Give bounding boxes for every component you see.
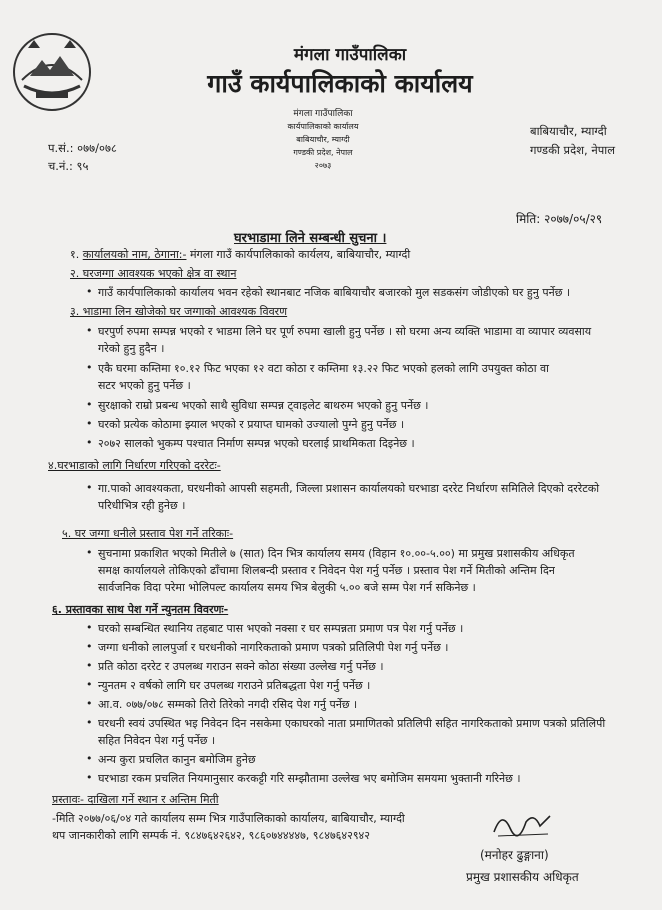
address-line-1: बाबियाचौर, म्याग्दी [530, 124, 607, 138]
section-6-item-6: • घरधनी स्वयं उपस्थित भइ निवेदन दिन नसकेमा एकाघरको नाता प्रमाणितको प्रतिलिपी सहित नागरिकताको प्रमाण पत्रको प्रतिलिपी [98, 716, 605, 731]
handwritten-signature [488, 802, 558, 842]
section-1 [70, 247, 410, 262]
section-5-heading: ५. घर जग्गा धनीले प्रस्ताव पेश गर्ने तरिकाः- [62, 527, 234, 540]
section-2-item-1: • गाउँ कार्यपालिकाको कार्यालय भवन रहेको स्थानबाट नजिक बाबियाचौर बजारको मुल सडकसंग जोडीएको घर हुनु पर्नेछ । [98, 285, 570, 300]
section-1-value: मंगला गाउँ कार्यपालिकाको कार्यलय, बाबियाचौर, म्याग्दी [189, 248, 411, 261]
section-3-item-5: • २०७२ सालको भुकम्प पश्चात निर्माण सम्पन्न भएको घरलाई प्राथमिकता दिइनेछ । [98, 436, 415, 451]
section-1-number: १. [70, 248, 80, 261]
section-6-heading: ६. प्रस्तावका साथ पेश गर्ने न्युनतम विवरणः- [52, 603, 229, 616]
reference-ps: प.सं.: ०७७/०७८ [48, 141, 117, 155]
final-deadline: -मिति २०७७/०६/०४ गते कार्यालय सम्म भित्र गाउँपालिकाको कार्यालय, बाबियाचौर, म्याग्दी [52, 812, 405, 825]
final-heading: प्रस्तावः- दाखिला गर्ने स्थान र अन्तिम मिती [52, 793, 219, 806]
stamp-line-2: कार्यपालिकाको कार्यालय [287, 122, 359, 131]
stamp-line-5: २०७३ [314, 161, 332, 170]
section-5-item-1-cont-1: समक्ष कार्यालयले तोकिएको ढाँचामा शिलबन्दी प्रस्ताव र निवेदन पेश गर्नु पर्नेछ । प्रस्ताव पेश गर्ने मितीको अन्तिम दिन [98, 564, 555, 577]
stamp-line-4: गण्डकी प्रदेश, नेपाल [293, 148, 353, 157]
section-3-heading: ३. भाडामा लिन खोजेको घर जग्गाको आवश्यक विवरण [70, 305, 288, 318]
signatory-title: प्रमुख प्रशासकीय अधिकृत [466, 870, 579, 884]
section-6-item-5: • आ.व. ०७७/०७८ सम्मको तिरो तिरेको नगदी रसिद पेश गर्नु पर्नेछ । [98, 697, 357, 712]
section-2-heading: २. घरजग्गा आवश्यक भएको क्षेत्र वा स्थान [70, 267, 237, 280]
section-3-item-1-cont: गरेको हुनु हुदैन । [98, 342, 165, 355]
section-6-item-1: • घरको सम्बन्धित स्थानिय तहबाट पास भएको नक्सा र घर सम्पन्नता प्रमाण पत्र पेश गर्नु पर्नेछ । [98, 621, 463, 636]
section-6-item-6-cont: सहित निवेदन पेश गर्नु पर्नेछ । [98, 734, 216, 747]
section-5-item-1-cont-2: सार्वजनिक विदा परेमा भोलिपल्ट कार्यालय समय भित्र बेलुकी ५.०० बजे सम्म पेश गर्न सकिनेछ । [98, 581, 476, 594]
section-6-item-2: • जग्गा धनीको लालपुर्जा र घरधनीको नागरिकताको प्रमाण पत्रको प्रतिलिपी पेश गर्नु पर्नेछ । [98, 640, 448, 655]
org-name-big: गाउँ कार्यपालिकाको कार्यालय [207, 69, 473, 98]
notice-title: घरभाडामा लिने सम्बन्धी सुचना । [234, 231, 387, 246]
government-emblem-icon [10, 30, 94, 114]
stamp-line-3: बाबियाचौर, म्याग्दी [296, 135, 350, 144]
section-1-label: कार्यालयको नाम, ठेगाना:- [82, 248, 187, 261]
section-6-item-7: • अन्य कुरा प्रचलित कानुन बमोजिम हुनेछ [98, 752, 256, 767]
signatory-name: (मनोहर ढुङ्गाना) [480, 848, 549, 862]
section-3-item-3: • सुरक्षाको राम्रो प्रबन्ध भएको साथै सुविधा सम्पन्न ट्वाइलेट बाथरुम भएको हुनु पर्नेछ । [98, 398, 428, 413]
org-name-small: मंगला गाउँपालिका [293, 45, 407, 65]
section-3-item-2: • एकै घरमा कम्तिमा १०.१२ फिट भएका १२ वटा कोठा र कम्तिमा १३.२२ फिट भएको हलको लागि उपयुक्त कोठा वा [98, 361, 549, 376]
final-contact: थप जानकारीको लागि सम्पर्क नं. ९८४७६४२६४२, ९८६०७४४४४७, ९८४७६४२९४२ [52, 829, 370, 842]
section-4-heading: ४.घरभाडाको लागि निर्धारण गरिएको दररेटः- [48, 459, 221, 472]
section-4-item-1: • गा.पाको आवश्यकता, घरधनीको आपसी सहमती, जिल्ला प्रशासन कार्यालयको घरभाडा दररेट निर्धारण समितिले दिएको दररेटको [98, 481, 599, 496]
office-stamp [268, 104, 378, 182]
notice-date: मिति: २०७७/०५/२९ [516, 212, 603, 226]
section-3-item-4: • घरको प्रत्येक कोठामा झ्याल भएको र प्रयाप्त घामको उज्यालो पुग्ने हुनु पर्नेछ । [98, 417, 404, 432]
address-line-2: गण्डकी प्रदेश, नेपाल [530, 143, 616, 157]
section-6-item-3: • प्रति कोठा दररेट र उपलब्ध गराउन सक्ने कोठा संख्या उल्लेख गर्नु पर्नेछ । [98, 659, 384, 674]
section-4-item-1-cont: परिधीभित्र रही हुनेछ । [98, 499, 186, 512]
section-3-item-2-cont: सटर भएको हुनु पर्नेछ । [98, 379, 191, 392]
section-6-item-4: • न्युनतम २ वर्षको लागि घर उपलब्ध गराउने प्रतिबद्धता पेश गर्नु पर्नेछ । [98, 678, 370, 693]
section-5-item-1: • सुचनामा प्रकाशित भएको मितीले ७ (सात) दिन भित्र कार्यालय समय (विहान १०.००-५.००) मा प्रमुख प्रशासकीय अधिकृत [98, 546, 575, 561]
stamp-line-1: मंगला गाउँपालिका [293, 109, 353, 119]
reference-chn: च.नं.: ९५ [48, 159, 89, 173]
section-3-item-1: • घरपुर्ण रुपमा सम्पन्न भएको र भाडमा लिने घर पूर्ण रुपमा खाली हुनु पर्नेछ । सो घरमा अन्य व्यक्ति भाडामा वा व्यापार व्यवसाय [98, 324, 591, 339]
section-6-item-8: • घरभाडा रकम प्रचलित नियमानुसार करकट्टी गरि सम्झौतामा उल्लेख भए बमोजिम समयमा भुक्तानी गरिनेछ । [98, 771, 521, 786]
